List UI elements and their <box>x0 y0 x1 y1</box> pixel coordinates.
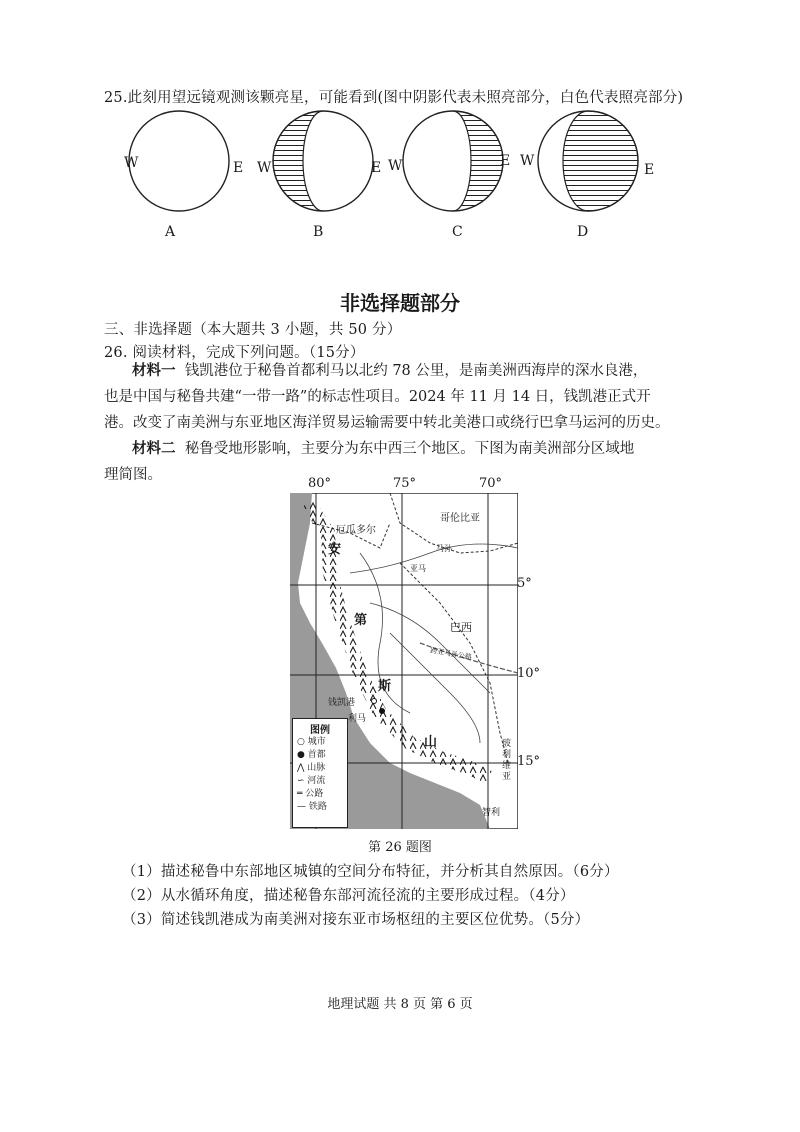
legend-item-railway: — 铁路 <box>297 802 327 812</box>
section-header: 三、非选择题（本大题共 3 小题，共 50 分） <box>104 322 402 338</box>
label-chile: 智利 <box>482 808 501 818</box>
lon-70: 70° <box>479 476 503 491</box>
south-america-map <box>290 493 518 829</box>
label-chancay: 钱凯港 <box>328 698 356 708</box>
q26-sub3: （3）简述钱凯港成为南美洲对接东亚市场枢纽的主要区位优势。（5分） <box>122 912 590 928</box>
material-1-label: 材料一 <box>132 362 176 379</box>
dir-e-b: E <box>371 160 382 176</box>
dir-w-b: W <box>257 160 272 176</box>
material-2-line1: 秘鲁受地形影响，主要分为东中西三个地区。下图为南美洲部分区域地 <box>184 441 635 457</box>
lon-75: 75° <box>393 476 417 491</box>
capital-lima <box>379 708 385 714</box>
legend-item-mountain: ⋀ 山脉 <box>297 763 326 773</box>
moon-phase-diagrams <box>110 108 690 248</box>
option-b: B <box>313 224 324 240</box>
material-1-line3: 港。改变了南美洲与东亚地区海洋贸易运输需要中转北美港口或绕行巴拿马运河的历史。 <box>104 415 670 431</box>
dir-w-c: W <box>388 158 403 174</box>
label-andes-si: 斯 <box>378 679 392 694</box>
q26-sub1: （1）描述秘鲁中东部地区城镇的空间分布特征，并分析其自然原因。（6分） <box>122 864 619 880</box>
dir-e-d: E <box>644 162 655 178</box>
q26-sub2: （2）从水循环角度，描述秘鲁东部河流径流的主要形成过程。（4分） <box>122 888 575 904</box>
legend-item-river: ∽ 河流 <box>297 776 326 786</box>
label-bolivia: 玻利维亚 <box>502 739 512 782</box>
legend-title: 图例 <box>310 725 330 736</box>
material-2-label: 材料二 <box>132 440 176 457</box>
label-brazil: 巴西 <box>450 621 472 634</box>
label-road: 跨亚马孙公路 <box>429 646 473 662</box>
q26-stem: 26. 阅读材料，完成下列问题。（15分） <box>104 345 365 361</box>
option-d: D <box>577 224 589 240</box>
dir-e-c: E <box>500 153 511 169</box>
city-chancay <box>372 699 377 704</box>
option-c: C <box>452 224 463 240</box>
moon-c <box>403 111 503 211</box>
legend-item-capital: ● 首都 <box>297 750 326 760</box>
map-legend <box>292 718 348 828</box>
page-footer: 地理试题 共 8 页 第 6 页 <box>327 997 473 1012</box>
legend-item-city: ○ 城市 <box>297 737 326 747</box>
material-1-line1: 钱凯港位于秘鲁首都利马以北约 78 公里，是南美洲西海岸的深水良港， <box>184 363 648 379</box>
material-2-line2: 理简图。 <box>104 467 162 483</box>
moon-d <box>538 111 638 211</box>
label-andes-di: 第 <box>354 613 368 628</box>
map-caption: 第 26 题图 <box>368 840 432 855</box>
lat-10: 10° <box>517 666 541 681</box>
material-1-line2: 也是中国与秘鲁共建“一带一路”的标志性项目。2024 年 11 月 14 日，钱凯港正式开 <box>104 389 651 405</box>
q25-text: 25.此刻用望远镜观测该颗亮星，可能看到(图中阴影代表未照亮部分，白色代表照亮部分) <box>104 90 684 106</box>
label-amazon: 马孙 <box>436 544 452 553</box>
dir-w-a: W <box>124 155 139 171</box>
lat-5: 5° <box>517 576 532 591</box>
label-maranon: 亚马 <box>410 564 426 573</box>
dir-e-a: E <box>233 160 244 176</box>
label-colombia: 哥伦比亚 <box>440 513 480 524</box>
legend-item-road: ═ 公路 <box>297 789 324 799</box>
label-ecuador: 厄瓜多尔 <box>336 525 376 536</box>
moon-a <box>129 111 229 211</box>
material-1 <box>104 358 714 488</box>
lon-80: 80° <box>308 476 332 491</box>
lat-15: 15° <box>517 754 541 769</box>
option-a: A <box>165 224 176 240</box>
label-andes-an: 安 <box>328 542 342 557</box>
label-lima: 利马 <box>348 714 367 724</box>
label-andes-shan: 山 <box>424 735 438 750</box>
dir-w-d: W <box>520 153 535 169</box>
moon-b <box>273 111 373 211</box>
section-title: 非选择题部分 <box>340 291 460 315</box>
